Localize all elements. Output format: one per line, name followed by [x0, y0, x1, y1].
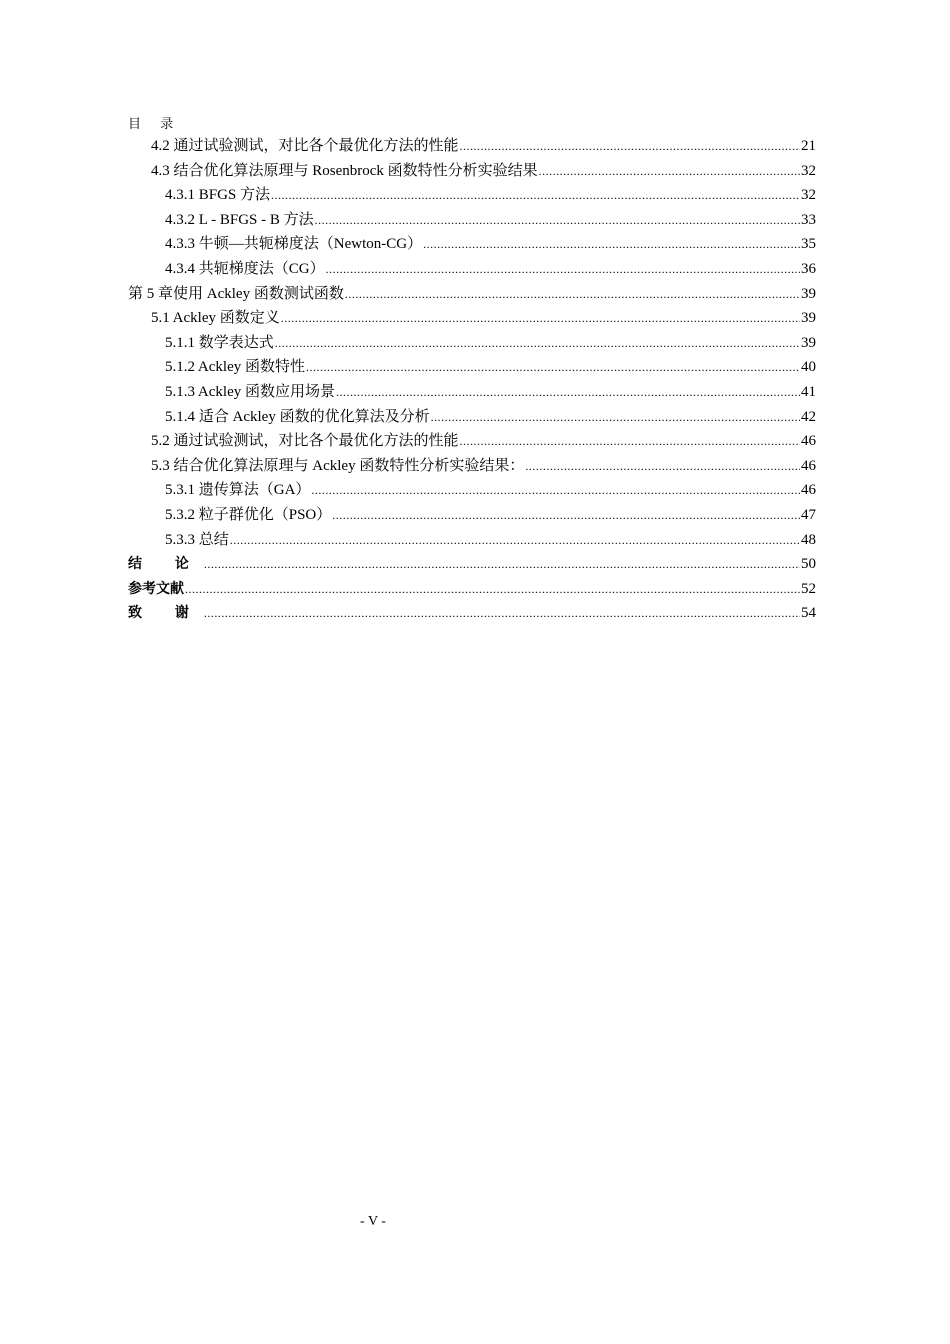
toc-dot-leader	[271, 183, 800, 208]
toc-entry-title: 5.1.2 Ackley 函数特性	[165, 359, 305, 376]
toc-entry[interactable]	[128, 306, 816, 331]
toc-entry[interactable]	[128, 331, 816, 356]
toc-entry-title: 4.2 通过试验测试，对比各个最优化方法的性能	[151, 138, 459, 154]
toc-entry[interactable]	[128, 257, 816, 282]
toc-entry[interactable]	[128, 528, 816, 553]
toc-entry-page: 42	[801, 408, 816, 425]
toc-entry-title: 4.3.4 共轭梯度法（CG）	[165, 260, 325, 277]
toc-entry-page: 47	[801, 506, 816, 523]
toc-entry-page: 46	[801, 433, 816, 450]
toc-entry[interactable]	[128, 232, 816, 257]
toc-entry-title: 4.3.1 BFGS 方法	[165, 187, 271, 204]
toc-dot-leader	[204, 601, 800, 626]
toc-entry[interactable]	[128, 503, 816, 528]
toc-dot-leader	[423, 232, 800, 257]
toc-entry-title: 参考文献	[128, 580, 184, 597]
toc-entry-title: 5.3.3 总结	[165, 531, 229, 548]
toc-dot-leader	[281, 306, 800, 331]
toc-entry-page: 33	[801, 211, 816, 228]
toc-entry[interactable]	[128, 355, 816, 380]
toc-entry-title: 5.3.2 粒子群优化（PSO）	[165, 506, 332, 523]
toc-entry-title: 5.1.3 Ackley 函数应用场景	[165, 383, 335, 400]
toc-dot-leader	[460, 429, 800, 454]
toc-entry-title: 5.1.4 适合 Ackley 函数的优化算法及分析	[165, 408, 430, 425]
toc-entry-title: 4.3.2 L - BFGS - B 方法	[165, 211, 314, 228]
toc-entry-title: 第 5 章使用 Ackley 函数测试函数	[128, 285, 344, 302]
toc-dot-leader	[306, 355, 800, 380]
toc-entry-title: 5.1.1 数学表达式	[165, 334, 274, 351]
toc-entry[interactable]	[128, 208, 816, 233]
toc-entry-page: 39	[801, 285, 816, 302]
toc-entry-page: 32	[801, 162, 816, 179]
toc-entry-title: 5.3 结合优化算法原理与 Ackley 函数特性分析实验结果：	[151, 457, 525, 474]
toc-entry[interactable]	[128, 405, 816, 430]
toc-entry[interactable]	[128, 478, 816, 503]
toc-entry-title: 5.3.1 遗传算法（GA）	[165, 482, 311, 499]
toc-dot-leader	[525, 454, 800, 479]
toc-entry[interactable]	[128, 429, 816, 454]
toc-entry[interactable]	[128, 454, 816, 479]
toc-entry-page: 40	[801, 359, 816, 376]
page-number-footer: - V -	[360, 1214, 386, 1229]
toc-dot-leader	[311, 478, 800, 503]
toc-entry-page: 21	[801, 138, 816, 154]
toc-entry-page: 54	[801, 605, 816, 622]
toc-entry-references[interactable]	[128, 577, 816, 602]
toc-entry[interactable]	[128, 159, 816, 184]
table-of-contents	[128, 134, 816, 626]
toc-dot-leader	[336, 380, 800, 405]
toc-entry-chapter[interactable]	[128, 282, 816, 307]
toc-entry-title: 5.1 Ackley 函数定义	[151, 310, 280, 327]
toc-entry-page: 46	[801, 457, 816, 474]
toc-dot-leader	[345, 282, 800, 307]
toc-entry[interactable]	[128, 380, 816, 405]
toc-entry-acknowledgements[interactable]	[128, 601, 816, 626]
toc-entry-page: 39	[801, 334, 816, 351]
toc-entry-title: 5.2 通过试验测试，对比各个最优化方法的性能	[151, 433, 459, 450]
toc-entry-page: 39	[801, 310, 816, 327]
toc-dot-leader	[326, 257, 800, 282]
toc-entry[interactable]	[128, 183, 816, 208]
toc-dot-leader	[204, 552, 800, 577]
toc-dot-leader	[315, 208, 800, 233]
toc-entry-title: 致 谢	[128, 605, 203, 622]
toc-header: 目 录	[128, 116, 182, 131]
toc-dot-leader	[275, 331, 800, 356]
toc-entry-conclusion[interactable]	[128, 552, 816, 577]
toc-dot-leader	[230, 528, 800, 553]
toc-entry-page: 36	[801, 260, 816, 277]
toc-entry-page: 48	[801, 531, 816, 548]
toc-entry-title: 4.3 结合优化算法原理与 Rosenbrock 函数特性分析实验结果	[151, 162, 538, 179]
toc-entry-title: 4.3.3 牛顿—共轭梯度法（Newton-CG）	[165, 236, 423, 253]
toc-dot-leader	[539, 159, 800, 184]
toc-dot-leader	[332, 503, 800, 528]
toc-entry-page: 32	[801, 187, 816, 204]
toc-entry-title: 结 论	[128, 556, 203, 573]
toc-entry[interactable]	[128, 134, 816, 159]
toc-dot-leader	[460, 134, 800, 159]
toc-entry-page: 35	[801, 236, 816, 253]
toc-dot-leader	[431, 405, 800, 430]
toc-entry-page: 50	[801, 556, 816, 573]
toc-entry-page: 41	[801, 383, 816, 400]
toc-entry-page: 46	[801, 482, 816, 499]
toc-entry-page: 52	[801, 580, 816, 597]
toc-dot-leader	[185, 577, 800, 602]
